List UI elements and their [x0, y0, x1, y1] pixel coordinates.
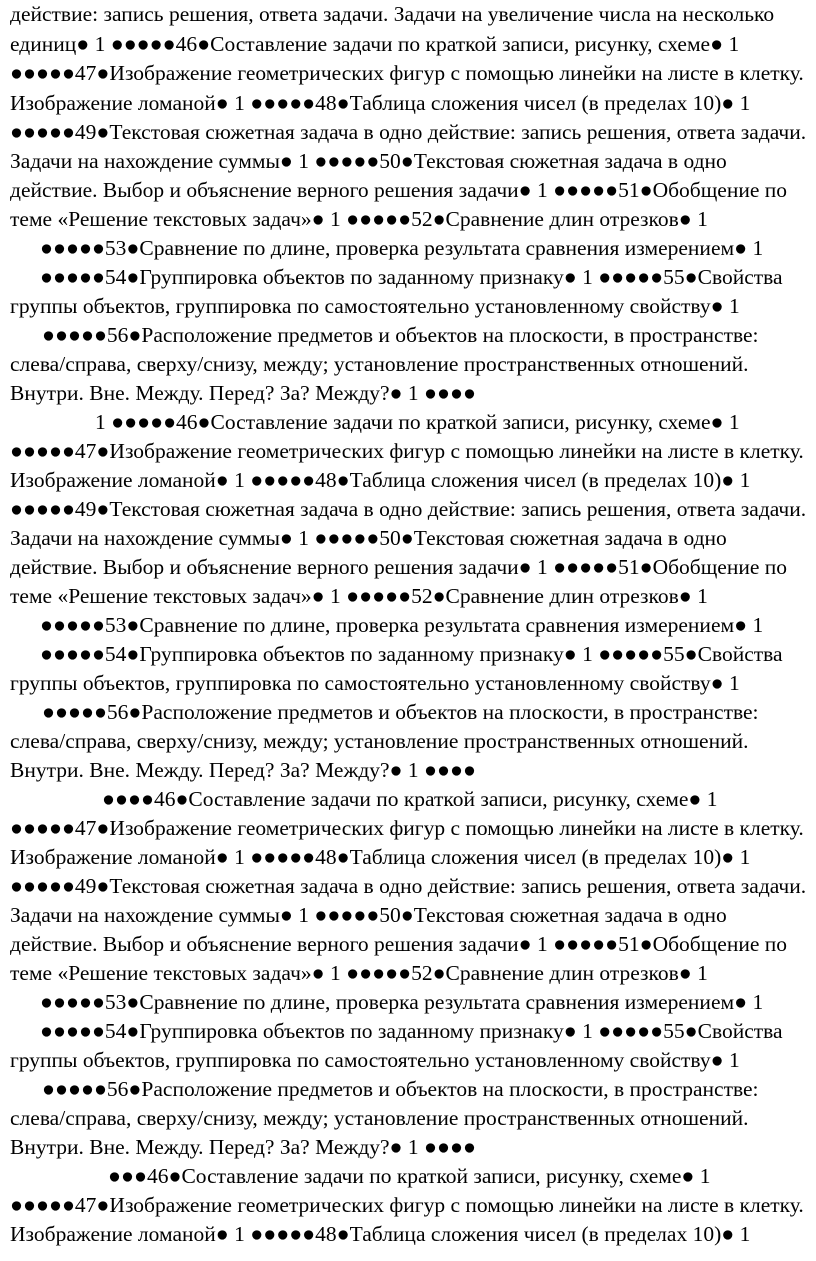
- text-line: слева/справа, сверху/снизу, между; установление пространственных отношений.: [10, 352, 749, 376]
- text-line: ●●●●●56●Расположение предметов и объектов на плоскости, в пространстве:: [42, 700, 759, 724]
- text-line: группы объектов, группировка по самостоятельно установленному свойству● 1: [10, 671, 740, 695]
- text-line: Внутри. Вне. Между. Перед? За? Между?● 1 ●●●●: [10, 381, 476, 405]
- text-line: Задачи на нахождение суммы● 1 ●●●●●50●Текстовая сюжетная задача в одно: [10, 526, 727, 550]
- text-line: теме «Решение текстовых задач»● 1 ●●●●●52●Сравнение длин отрезков● 1: [10, 207, 708, 231]
- text-line: ●●●●●47●Изображение геометрических фигур с помощью линейки на листе в клетку.: [10, 439, 804, 463]
- text-line: ●●●●46●Составление задачи по краткой записи, рисунку, схеме● 1: [102, 787, 718, 811]
- text-line: единиц● 1 ●●●●●46●Составление задачи по краткой записи, рисунку, схеме● 1: [10, 32, 740, 56]
- text-line: действие. Выбор и объяснение верного решения задачи● 1 ●●●●●51●Обобщение по: [10, 932, 788, 956]
- text-line: действие: запись решения, ответа задачи. Задачи на увеличение числа на несколько: [10, 2, 775, 26]
- text-line: ●●●●●53●Сравнение по длине, проверка результата сравнения измерением● 1: [40, 236, 764, 260]
- text-line: ●●●●●53●Сравнение по длине, проверка результата сравнения измерением● 1: [40, 613, 764, 637]
- text-line: Внутри. Вне. Между. Перед? За? Между?● 1 ●●●●: [10, 758, 476, 782]
- text-line: теме «Решение текстовых задач»● 1 ●●●●●52●Сравнение длин отрезков● 1: [10, 961, 708, 985]
- text-line: Изображение ломаной● 1 ●●●●●48●Таблица сложения чисел (в пределах 10)● 1: [10, 1222, 751, 1246]
- text-line: ●●●●●49●Текстовая сюжетная задача в одно действие: запись решения, ответа задачи.: [10, 874, 807, 898]
- text-line: ●●●46●Составление задачи по краткой записи, рисунку, схеме● 1: [108, 1164, 711, 1188]
- text-line: группы объектов, группировка по самостоятельно установленному свойству● 1: [10, 1048, 740, 1072]
- text-line: ●●●●●56●Расположение предметов и объектов на плоскости, в пространстве:: [42, 323, 759, 347]
- text-line: ●●●●●47●Изображение геометрических фигур с помощью линейки на листе в клетку.: [10, 61, 804, 85]
- text-line: ●●●●●47●Изображение геометрических фигур с помощью линейки на листе в клетку.: [10, 1193, 804, 1217]
- text-line: Задачи на нахождение суммы● 1 ●●●●●50●Текстовая сюжетная задача в одно: [10, 903, 727, 927]
- text-line: действие. Выбор и объяснение верного решения задачи● 1 ●●●●●51●Обобщение по: [10, 178, 788, 202]
- text-line: слева/справа, сверху/снизу, между; установление пространственных отношений.: [10, 729, 749, 753]
- text-line: ●●●●●47●Изображение геометрических фигур с помощью линейки на листе в клетку.: [10, 816, 804, 840]
- text-line: ●●●●●54●Группировка объектов по заданному признаку● 1 ●●●●●55●Свойства: [40, 642, 783, 666]
- text-line: ●●●●●53●Сравнение по длине, проверка результата сравнения измерением● 1: [40, 990, 764, 1014]
- text-line: группы объектов, группировка по самостоятельно установленному свойству● 1: [10, 294, 740, 318]
- text-line: теме «Решение текстовых задач»● 1 ●●●●●52●Сравнение длин отрезков● 1: [10, 584, 708, 608]
- text-line: Изображение ломаной● 1 ●●●●●48●Таблица сложения чисел (в пределах 10)● 1: [10, 91, 751, 115]
- text-line: ●●●●●49●Текстовая сюжетная задача в одно действие: запись решения, ответа задачи.: [10, 120, 807, 144]
- text-line: ●●●●●56●Расположение предметов и объектов на плоскости, в пространстве:: [42, 1077, 759, 1101]
- text-line: ●●●●●54●Группировка объектов по заданному признаку● 1 ●●●●●55●Свойства: [40, 1019, 783, 1043]
- text-line: Задачи на нахождение суммы● 1 ●●●●●50●Текстовая сюжетная задача в одно: [10, 149, 727, 173]
- text-line: ●●●●●49●Текстовая сюжетная задача в одно действие: запись решения, ответа задачи.: [10, 497, 807, 521]
- text-line: Изображение ломаной● 1 ●●●●●48●Таблица сложения чисел (в пределах 10)● 1: [10, 468, 751, 492]
- text-line: Изображение ломаной● 1 ●●●●●48●Таблица сложения чисел (в пределах 10)● 1: [10, 845, 751, 869]
- text-line: ●●●●●54●Группировка объектов по заданному признаку● 1 ●●●●●55●Свойства: [40, 265, 783, 289]
- text-line: действие. Выбор и объяснение верного решения задачи● 1 ●●●●●51●Обобщение по: [10, 555, 788, 579]
- text-line: Внутри. Вне. Между. Перед? За? Между?● 1 ●●●●: [10, 1135, 476, 1159]
- text-line: 1 ●●●●●46●Составление задачи по краткой записи, рисунку, схеме● 1: [95, 410, 740, 434]
- text-line: слева/справа, сверху/снизу, между; установление пространственных отношений.: [10, 1106, 749, 1130]
